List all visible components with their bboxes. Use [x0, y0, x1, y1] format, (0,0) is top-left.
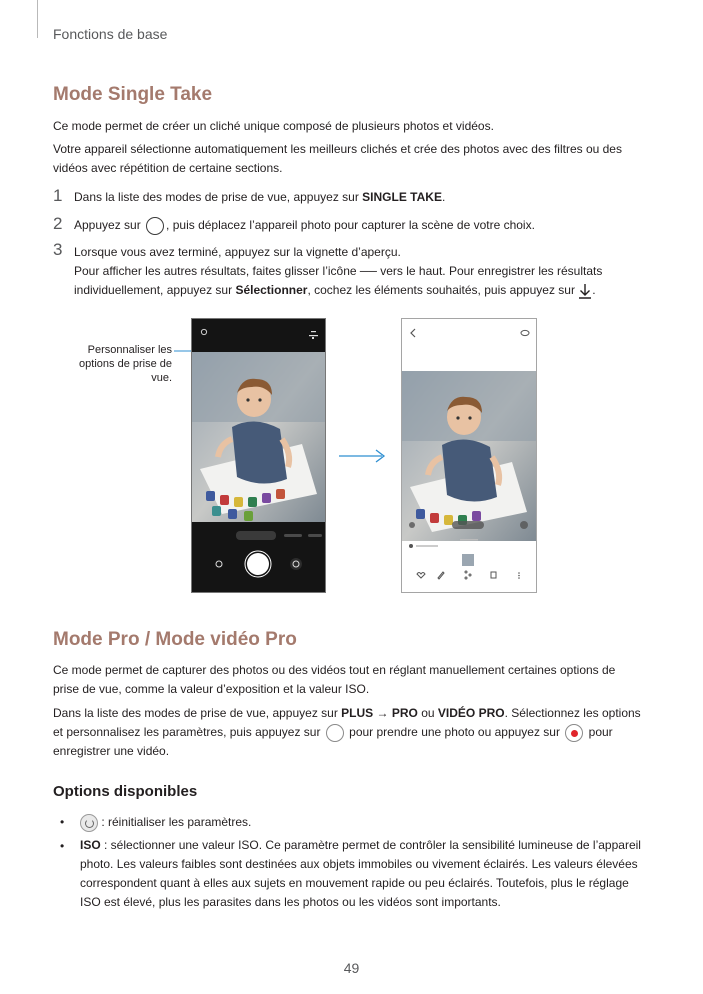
bullet-line — [80, 836, 650, 855]
paragraph-line — [53, 704, 648, 723]
single-take-intro: Ce mode permet de créer un cliché unique composé de plusieurs photos et vidéos. — [53, 119, 494, 133]
step-text-line — [74, 281, 649, 300]
text-part: pour prendre une photo ou appuyez sur — [345, 725, 564, 739]
single-take-title: Mode Single Take — [53, 84, 213, 105]
single-take-paragraph — [53, 140, 648, 178]
step-text-part: Dans la liste des modes de prise de vue, appuyez sur — [74, 190, 363, 204]
step-number: 3 — [53, 240, 63, 259]
shutter-button — [247, 553, 269, 575]
callout-text: Personnaliser les options de prise de vue. — [79, 344, 172, 384]
section-label: Fonctions de base — [53, 26, 168, 42]
paragraph-line: prise de vue, comme la valeur d’exposition et la valeur ISO. — [53, 682, 370, 696]
bullet-line: ISO est élevé, plus les parasites dans les photos ou les vidéos sont importants. — [80, 895, 501, 909]
bullet-reset — [80, 813, 650, 832]
back-icon — [411, 329, 415, 337]
result-view-image — [402, 319, 536, 592]
view-icon — [521, 330, 529, 335]
bullet-iso — [80, 836, 650, 912]
download-icon — [578, 283, 592, 299]
pro-mode-intro — [53, 661, 648, 699]
iso-label: ISO — [80, 838, 101, 852]
text-part: → — [373, 706, 392, 720]
text-part: pour — [585, 725, 613, 739]
step-text-part: . — [441, 190, 446, 204]
plus-label: PLUS — [341, 706, 374, 720]
transition-arrow-icon — [338, 448, 388, 464]
photo-button-icon — [326, 724, 344, 742]
pro-label: PRO — [391, 706, 418, 720]
step-text-part: . — [592, 283, 596, 297]
swipe-handle — [460, 539, 478, 541]
step-text-line: Pour afficher les autres résultats, faites glisser l’icône ── vers le haut. Pour enregistrer les résultats — [74, 264, 603, 278]
text-part: et personnalisez les paramètres, puis appuyez sur — [53, 725, 324, 739]
paragraph-line: Votre appareil sélectionne automatiquement les meilleurs clichés et crée des photos avec des filtres ou des — [53, 142, 622, 156]
paragraph-line: vidéos avec répétition de certaine sections. — [53, 161, 283, 175]
camera-preview-image — [192, 319, 325, 592]
step-text-part: , puis déplacez l’appareil photo pour capturer la scène de votre choix. — [166, 218, 535, 232]
bullet-line: photo. Les valeurs faibles sont destinées aux objets immobiles ou vivement éclairés. Les valeurs élevées — [80, 857, 638, 871]
options-title: Options disponibles — [53, 783, 198, 800]
delete-icon — [491, 572, 496, 578]
result-view-screenshot — [401, 318, 537, 593]
switch-camera-icon — [290, 558, 302, 570]
bullet-text-part: : réinitialiser les paramètres. — [98, 815, 252, 829]
pro-mode-instructions — [53, 704, 648, 761]
bullet-marker: • — [60, 839, 65, 853]
favorite-icon — [417, 573, 425, 579]
step-number: 2 — [53, 214, 63, 233]
step-text-part: Appuyez sur — [74, 218, 145, 232]
step-text-part: individuellement, appuyez sur — [74, 283, 236, 297]
step-text-part: , cochez les éléments souhaités, puis appuyez sur — [307, 283, 579, 297]
paragraph-line — [53, 723, 648, 742]
video-pro-label: VIDÉO PRO — [437, 706, 505, 720]
text-part: Dans la liste des modes de prise de vue, appuyez sur — [53, 706, 342, 720]
pro-mode-title: Mode Pro / Mode vidéo Pro — [53, 629, 297, 650]
step-3-text — [74, 243, 649, 300]
step-1-text — [74, 188, 649, 207]
edit-icon — [438, 572, 444, 579]
header-rule — [37, 0, 38, 38]
page-number: 49 — [343, 960, 360, 976]
step-2-text — [74, 216, 649, 235]
settings-icon — [201, 329, 206, 334]
select-label: Sélectionner — [235, 283, 308, 297]
step-number: 1 — [53, 186, 63, 205]
record-button-icon — [565, 724, 583, 742]
single-take-mode-label: SINGLE TAKE — [362, 190, 442, 204]
paragraph-line: Ce mode permet de capturer des photos ou des vidéos tout en réglant manuellement certaines options de — [53, 663, 616, 677]
effects-icon — [216, 561, 222, 567]
text-part: . Sélectionnez les options — [504, 706, 641, 720]
bullet-text-part: : sélectionner une valeur ISO. Ce paramètre permet de contrôler la sensibilité lumineuse de l’appareil — [100, 838, 641, 852]
step-text-line: Lorsque vous avez terminé, appuyez sur la vignette d’aperçu. — [74, 245, 401, 259]
shooting-options-icon — [309, 331, 318, 339]
reset-icon — [80, 814, 98, 832]
shutter-icon — [146, 217, 164, 235]
paragraph-line: enregistrer une vidéo. — [53, 744, 170, 758]
bullet-marker: • — [60, 815, 65, 829]
camera-preview-screenshot — [191, 318, 326, 593]
text-part: ou — [417, 706, 438, 720]
bullet-line: correspondent quant à elles aux sujets en mouvement rapide ou peu éclairés. Toutefois, plus le réglage — [80, 876, 629, 890]
